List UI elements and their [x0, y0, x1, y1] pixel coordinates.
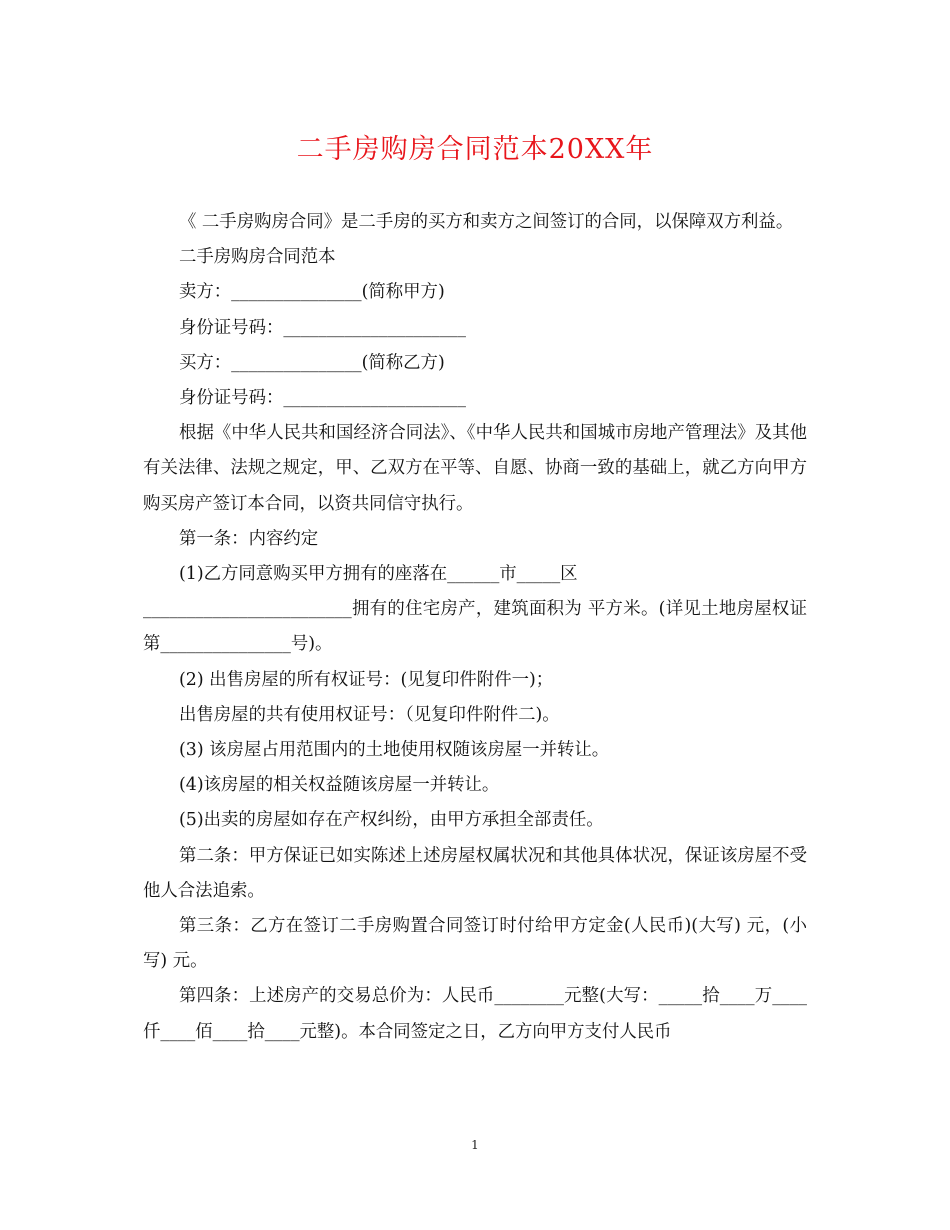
paragraph-clause-4: (4)该房屋的相关权益随该房屋一并转让。 — [179, 775, 500, 796]
document-title: 二手房购房合同范本20XX年 — [296, 134, 654, 165]
paragraph-article-4: 第四条：上述房产的交易总价为：人民币________元整(大写：_____拾____万____仟____佰____拾____元整)。本合同签定之日，乙方向甲方支付人民币 — [143, 986, 807, 1042]
paragraph-seller: 卖方：_______________(简称甲方) — [179, 282, 445, 303]
paragraph-clause-2: (2) 出售房屋的所有权证号：(见复印件附件一)； — [179, 669, 554, 690]
document-body — [143, 205, 807, 1050]
paragraph-buyer: 买方：_______________(简称乙方) — [179, 352, 445, 373]
page-number: 1 — [471, 1138, 479, 1152]
paragraph-clause-3: (3) 该房屋占用范围内的土地使用权随该房屋一并转让。 — [179, 740, 610, 761]
paragraph-buyer-id: 身份证号码：_____________________ — [179, 388, 466, 409]
paragraph-clause-1-cont: ________________________拥有的住宅房产，建筑面积为 平方米。(详见土地房屋权证第_______________号)。 — [143, 599, 807, 655]
paragraph-intro: 《 二手房购房合同》是二手房的买方和卖方之间签订的合同，以保障双方利益。 — [179, 212, 794, 232]
paragraph-contract-heading: 二手房购房合同范本 — [179, 247, 336, 268]
paragraph-article-1: 第一条：内容约定 — [179, 528, 319, 549]
paragraph-clause-2b: 出售房屋的共有使用权证号：（见复印件附件二)。 — [179, 704, 560, 725]
paragraph-clause-1: (1)乙方同意购买甲方拥有的座落在______市_____区 — [179, 564, 578, 585]
paragraph-seller-id: 身份证号码：_____________________ — [179, 317, 466, 338]
paragraph-legal-basis: 根据《中华人民共和国经济合同法》、《中华人民共和国城市房地产管理法》及其他有关法律、法规之规定，甲、乙双方在平等、自愿、协商一致的基础上，就乙方向甲方购买房产签订本合同，以资共同信守执行。 — [143, 423, 807, 514]
paragraph-article-3: 第三条：乙方在签订二手房购置合同签订时付给甲方定金(人民币)(大写) 元，(小写) 元。 — [143, 916, 807, 972]
paragraph-article-2: 第二条：甲方保证已如实陈述上述房屋权属状况和其他具体状况，保证该房屋不受他人合法追索。 — [143, 845, 807, 901]
paragraph-clause-5: (5)出卖的房屋如存在产权纠纷，由甲方承担全部责任。 — [179, 810, 604, 831]
